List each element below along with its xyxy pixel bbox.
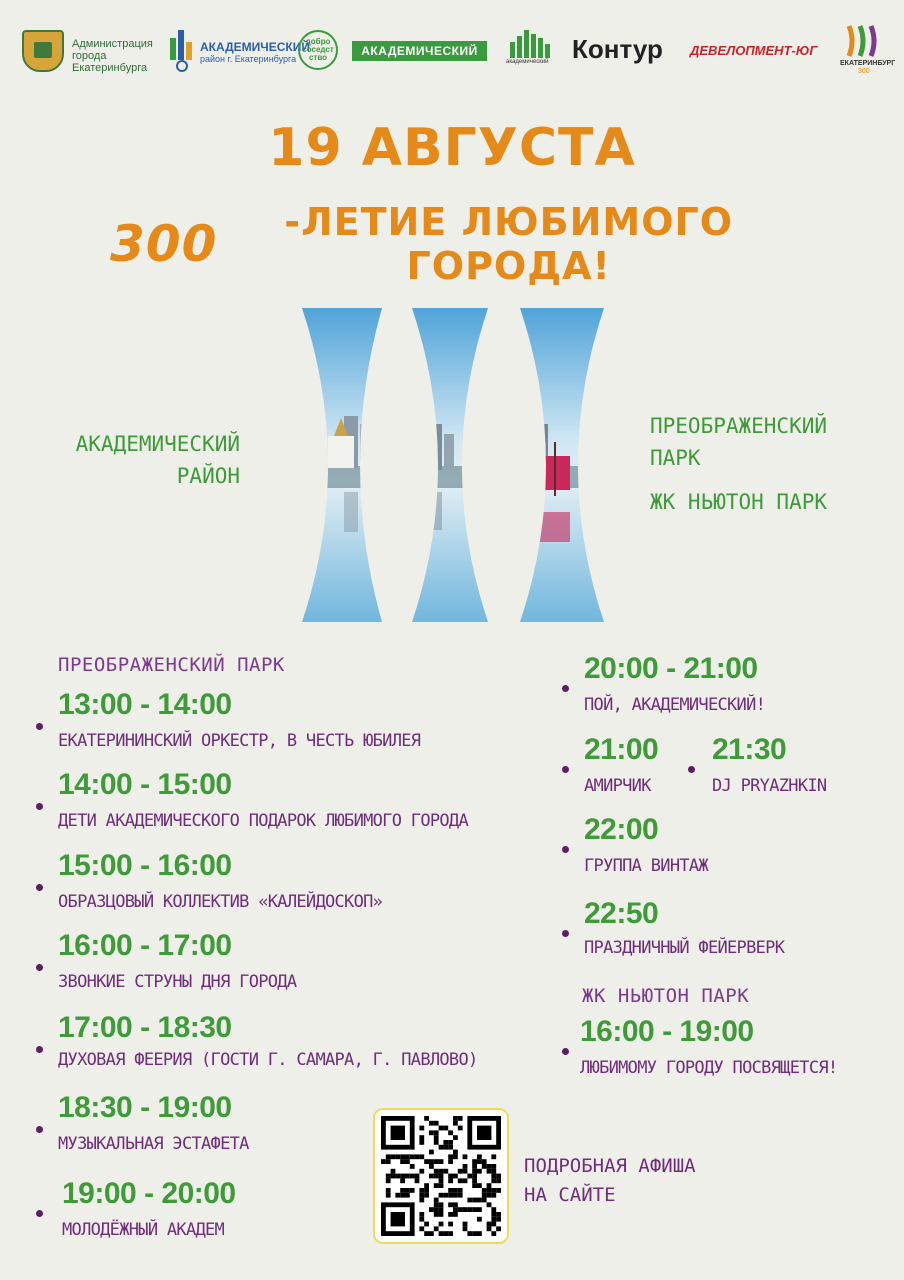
event-time: 21:00 bbox=[584, 733, 659, 766]
bullet-dot bbox=[36, 884, 43, 891]
bullet-dot bbox=[36, 1210, 43, 1217]
event-time: 22:50 bbox=[584, 897, 659, 930]
ekb300-city: ЕКАТЕРИНБУРГ bbox=[840, 60, 896, 67]
banner-right-label bbox=[650, 410, 827, 518]
event-date: 19 АВГУСТА bbox=[268, 118, 636, 178]
event-desc: ОБРАЗЦОВЫЙ КОЛЛЕКТИВ «КАЛЕЙДОСКОП» bbox=[58, 892, 383, 912]
neighbors-badge bbox=[298, 30, 338, 70]
qr-code-frame[interactable] bbox=[373, 1108, 509, 1244]
district-sub: район г. Екатеринбурга bbox=[200, 54, 297, 64]
ekb300-num: 300 bbox=[858, 68, 870, 75]
bullet-dot bbox=[36, 964, 43, 971]
event-time: 18:30 - 19:00 bbox=[58, 1091, 232, 1124]
event-desc: ПОЙ, АКАДЕМИЧЕСКИЙ! bbox=[584, 695, 766, 715]
event-time: 20:00 - 21:00 bbox=[584, 652, 758, 685]
admin-line-3: Екатеринбурга bbox=[72, 62, 148, 74]
admin-logo-text bbox=[72, 38, 153, 74]
event-time: 17:00 - 18:30 bbox=[58, 1011, 232, 1044]
admin-line-1: Администрация bbox=[72, 38, 153, 50]
event-time: 16:00 - 17:00 bbox=[58, 929, 232, 962]
banner-left-label bbox=[58, 428, 240, 492]
event-desc: ЕКАТЕРИНИНСКИЙ ОРКЕСТР, В ЧЕСТЬ ЮБИЛЕЯ bbox=[58, 731, 421, 751]
bullet-dot bbox=[688, 766, 695, 773]
bullet-dot bbox=[36, 803, 43, 810]
ekb300-photo-emblem bbox=[300, 306, 606, 624]
bullet-dot bbox=[562, 685, 569, 692]
left-park-title: ПРЕОБРАЖЕНСКИЙ ПАРК bbox=[58, 654, 285, 676]
event-time: 15:00 - 16:00 bbox=[58, 849, 232, 882]
bullet-dot bbox=[36, 1046, 43, 1053]
anniversary-number: 300 bbox=[110, 215, 218, 273]
development-yug-logo: ДЕВЕЛОПМЕНТ-ЮГ bbox=[690, 43, 818, 58]
bullet-dot bbox=[562, 930, 569, 937]
district-buildings-icon bbox=[168, 26, 196, 72]
bullet-dot bbox=[562, 846, 569, 853]
akadem-city-icon bbox=[508, 28, 554, 58]
event-desc: DJ PRYAZHKIN bbox=[712, 776, 827, 796]
bullet-dot bbox=[562, 1048, 569, 1055]
event-desc: ЗВОНКИЕ СТРУНЫ ДНЯ ГОРОДА bbox=[58, 972, 297, 992]
banner-left-line-2: РАЙОН bbox=[176, 464, 240, 488]
qr-caption bbox=[524, 1152, 696, 1210]
event-desc: МОЛОДЁЖНЫЙ АКАДЕМ bbox=[62, 1220, 225, 1240]
event-desc: ПРАЗДНИЧНЫЙ ФЕЙЕРВЕРК bbox=[584, 938, 785, 958]
event-time: 22:00 bbox=[584, 813, 659, 846]
banner-right-line-3: ЖК НЬЮТОН ПАРК bbox=[650, 490, 828, 514]
banner-right-line-1: ПРЕОБРАЖЕНСКИЙ bbox=[650, 414, 828, 438]
neighbors-line-1: добро bbox=[305, 37, 331, 46]
bullet-dot bbox=[36, 723, 43, 730]
ekb-coat-of-arms-icon bbox=[22, 30, 64, 72]
event-time: 13:00 - 14:00 bbox=[58, 688, 232, 721]
event-time: 16:00 - 19:00 bbox=[580, 1015, 754, 1048]
bullet-dot bbox=[36, 1126, 43, 1133]
kontur-logo: Контур bbox=[572, 34, 663, 64]
newton-park-title: ЖК НЬЮТОН ПАРК bbox=[582, 985, 750, 1007]
akadem-sub: академический bbox=[506, 59, 549, 65]
anniversary-text: -ЛЕТИЕ ЛЮБИМОГО ГОРОДА! bbox=[284, 200, 734, 288]
event-desc: ЛЮБИМОМУ ГОРОДУ ПОСВЯЩЕТСЯ! bbox=[580, 1058, 838, 1078]
event-desc: ДУХОВАЯ ФЕЕРИЯ (ГОСТИ Г. САМАРА, Г. ПАВЛОВО) bbox=[58, 1050, 478, 1070]
bullet-dot bbox=[562, 766, 569, 773]
akadem-bar-logo: АКАДЕМИЧЕСКИЙ bbox=[352, 41, 487, 61]
district-brand: АКАДЕМИЧЕСКИЙ bbox=[200, 40, 310, 54]
qr-caption-line-1: ПОДРОБНАЯ АФИША bbox=[524, 1155, 696, 1177]
event-desc: ДЕТИ АКАДЕМИЧЕСКОГО ПОДАРОК ЛЮБИМОГО ГОРОДА bbox=[58, 811, 468, 831]
neighbors-line-2: соседст bbox=[302, 45, 334, 54]
banner-right-line-2: ПАРК bbox=[650, 446, 701, 470]
event-time: 19:00 - 20:00 bbox=[62, 1177, 236, 1210]
anniversary-heading bbox=[110, 200, 800, 288]
banner-left-line-1: АКАДЕМИЧЕСКИЙ bbox=[75, 432, 240, 456]
event-desc: ГРУППА ВИНТАЖ bbox=[584, 856, 708, 876]
ekb300-logo-icon bbox=[846, 24, 880, 58]
qr-caption-line-2: НА САЙТЕ bbox=[524, 1184, 616, 1206]
neighbors-line-3: ство bbox=[308, 53, 328, 62]
event-time: 21:30 bbox=[712, 733, 787, 766]
event-desc: МУЗЫКАЛЬНАЯ ЭСТАФЕТА bbox=[58, 1134, 249, 1154]
qr-code-icon bbox=[381, 1116, 501, 1236]
event-desc: АМИРЧИК bbox=[584, 776, 651, 796]
admin-line-2: города bbox=[72, 50, 107, 62]
event-time: 14:00 - 15:00 bbox=[58, 768, 232, 801]
